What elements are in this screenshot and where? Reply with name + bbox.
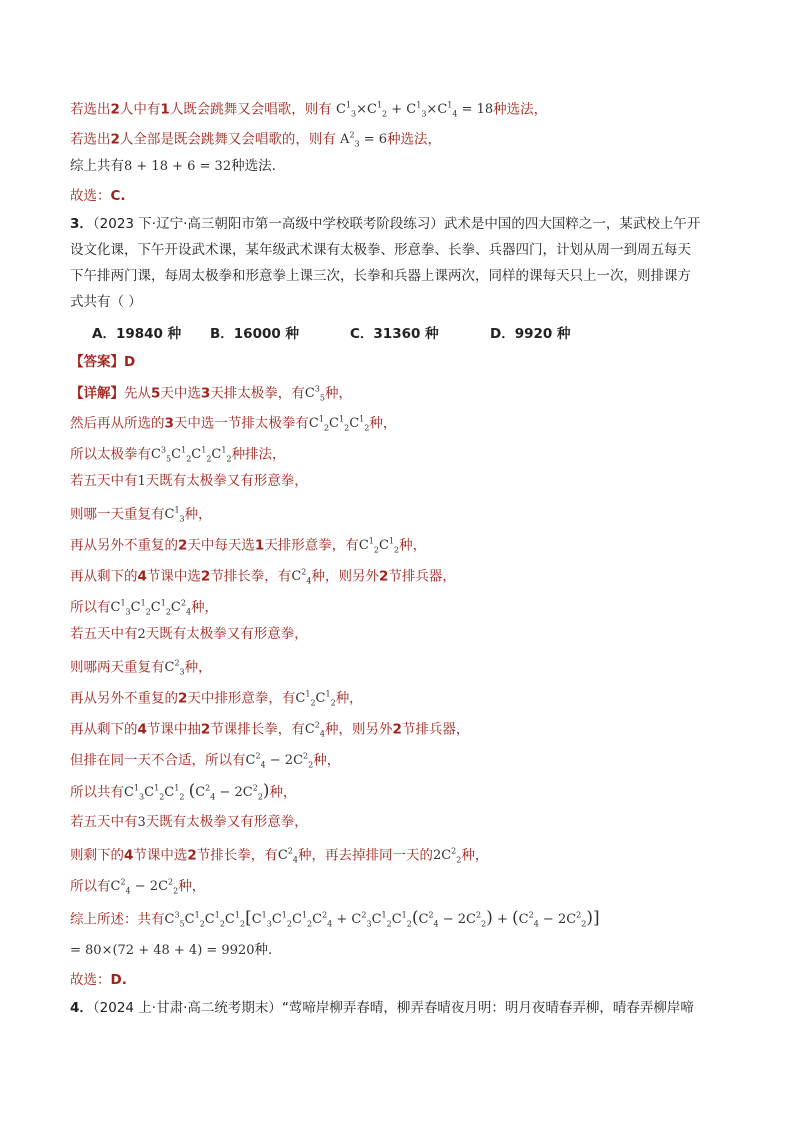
detail-line-13: 但排在同一天不合适，所以有$C^2_4 - 2C^2_2$种， (70, 752, 341, 770)
option-c: C．31360 种 (350, 326, 439, 342)
math-formula: $C^2_4$ (304, 721, 325, 739)
detail-line-20: 故选：D. (70, 972, 127, 988)
option-b: B．16000 种 (210, 326, 299, 342)
math-formula: $C^1_3C^1_2C^1_2C^2_4$ (110, 599, 192, 617)
math-formula: $C^1_3$ (164, 506, 185, 524)
detail-line-1: 【详解】先从5天中选3天排太极拳，有$C^3_5$种， (70, 385, 352, 403)
detail-line-5: 则哪一天重复有$C^1_3$种， (70, 506, 212, 524)
math-formula: = 80×(72 + 48 + 4) = 9920 (70, 943, 255, 958)
math-formula: $C^1_2C^1_2$ (295, 690, 336, 708)
detail-line-19: = 80×(72 + 48 + 4) = 9920种. (70, 942, 273, 958)
detail-line-6: 再从另外不重复的2天中每天选1天排形意拳，有$C^1_2C^1_2$种， (70, 537, 427, 555)
detail-line-15: 若五天中有3天既有太极拳又有形意拳， (70, 814, 308, 830)
math-formula: $2C^2_2$ (432, 847, 462, 865)
detail-line-3: 所以太极拳有$C^3_5C^1_2C^1_2C^1_2$种排法， (70, 446, 286, 464)
detail-line-11: 再从另外不重复的2天中排形意拳，有$C^1_2C^1_2$种， (70, 690, 363, 708)
detail-line-7: 再从剩下的4节课中选2节排长拳，有$C^2_4$种，则另外2节排兵器， (70, 568, 456, 586)
math-formula: $C^2_3$ (164, 659, 185, 677)
detail-line-12: 再从剩下的4节课中抽2节课排长拳，有$C^2_4$种，则另外2节排兵器， (70, 721, 470, 739)
detail-line-4: 若五天中有1天既有太极拳又有形意拳， (70, 473, 308, 489)
question-3-line-2: 设文化课，下午开设武术课，某年级武术课有太极拳、形意拳、长拳、兵器四门，计划从周一到周五每天 (70, 242, 691, 258)
math-formula: $A^2_3 = 6$ (335, 131, 388, 149)
math-formula: $C^1_3\times C^1_2 + C^1_3\times C^1_4 = 18$ (331, 101, 494, 119)
math-formula: $C^2_4 - 2C^2_2$ (110, 878, 179, 896)
detail-line-16: 则剩下的4节课中选2节排长拳，有$C^2_4$种，再去掉排同一天的$2C^2_2$种， (70, 847, 489, 865)
math-formula: $C^3_5C^1_2C^1_2C^1_2$ (151, 446, 232, 464)
math-formula: $C^3_5C^1_2C^1_2C^1_2[C^1_3C^1_2C^1_2C^2_4 + C^2_3C^1_2C^1_2(C^2_4 - 2C^2_2) + (C^2_4 - 2C^2_2)]$ (164, 908, 600, 929)
math-formula: $C^2_4 - 2C^2_2$ (245, 752, 314, 770)
math-formula: $C^1_2C^1_2$ (358, 537, 400, 555)
detail-line-10: 则哪两天重复有$C^2_3$种， (70, 659, 212, 677)
solution-line-2: 若选出2人全部是既会跳舞又会唱歌的，则有 $A^2_3 = 6$种选法， (70, 131, 442, 149)
question-3-line-1: 3．（2023 下·辽宁·高三朝阳市第一高级中学校联考阶段练习）武术是中国的四大国粹之一，某武校上午开 (70, 216, 701, 232)
math-formula: $C^2_4$ (291, 568, 312, 586)
solution-line-3: 综上共有8 + 18 + 6 = 32种选法. (70, 158, 276, 174)
detail-line-17: 所以有$C^2_4 - 2C^2_2$种， (70, 878, 206, 896)
math-formula: $C^2_4$ (277, 847, 298, 865)
detail-line-18: 综上所述：共有$C^3_5C^1_2C^1_2C^1_2[C^1_3C^1_2C^1_2C^2_4 + C^2_3C^1_2C^1_2(C^2_4 - 2C^2_2) + (C^2_4 - 2C^2_2)]$ (70, 908, 600, 929)
option-d: D．9920 种 (490, 326, 571, 342)
question-3-line-3: 下午排两门课，每周太极拳和形意拳上课三次，长拳和兵器上课两次，同样的课每天只上一次，则排课方 (70, 268, 691, 284)
detail-line-9: 若五天中有2天既有太极拳又有形意拳， (70, 626, 308, 642)
question-3-line-4: 式共有（ ） (70, 294, 142, 310)
solution-line-1: 若选出2人中有1人既会跳舞又会唱歌，则有 $C^1_3\times C^1_2 + C^1_3\times C^1_4 = 18$种选法， (70, 101, 548, 119)
question-4-line-1: 4．（2024 上·甘肃·高二统考期末）“莺啼岸柳弄春晴，柳弄春晴夜月明：明月夜晴春弄柳，晴春弄柳岸啼 (70, 1000, 694, 1016)
option-a: A．19840 种 (92, 326, 182, 342)
detail-line-2: 然后再从所选的3天中选一节排太极拳有$C^1_2C^1_2C^1_2$种， (70, 415, 397, 433)
solution-line-4: 故选：C. (70, 188, 126, 204)
answer-label: 【答案】D (70, 354, 136, 370)
detail-line-8: 所以有$C^1_3C^1_2C^1_2C^2_4$种， (70, 599, 219, 617)
math-formula: $C^3_5$ (304, 385, 325, 403)
math-formula: $C^1_2C^1_2C^1_2$ (308, 415, 370, 433)
math-formula: 8 + 18 + 6 = 32 (124, 159, 232, 174)
math-formula: $C^1_3C^1_2C^1_2$ $(C^2_4 - 2C^2_2)$ (124, 781, 270, 802)
detail-line-14: 所以共有$C^1_3C^1_2C^1_2$ $(C^2_4 - 2C^2_2)$种， (70, 781, 297, 802)
